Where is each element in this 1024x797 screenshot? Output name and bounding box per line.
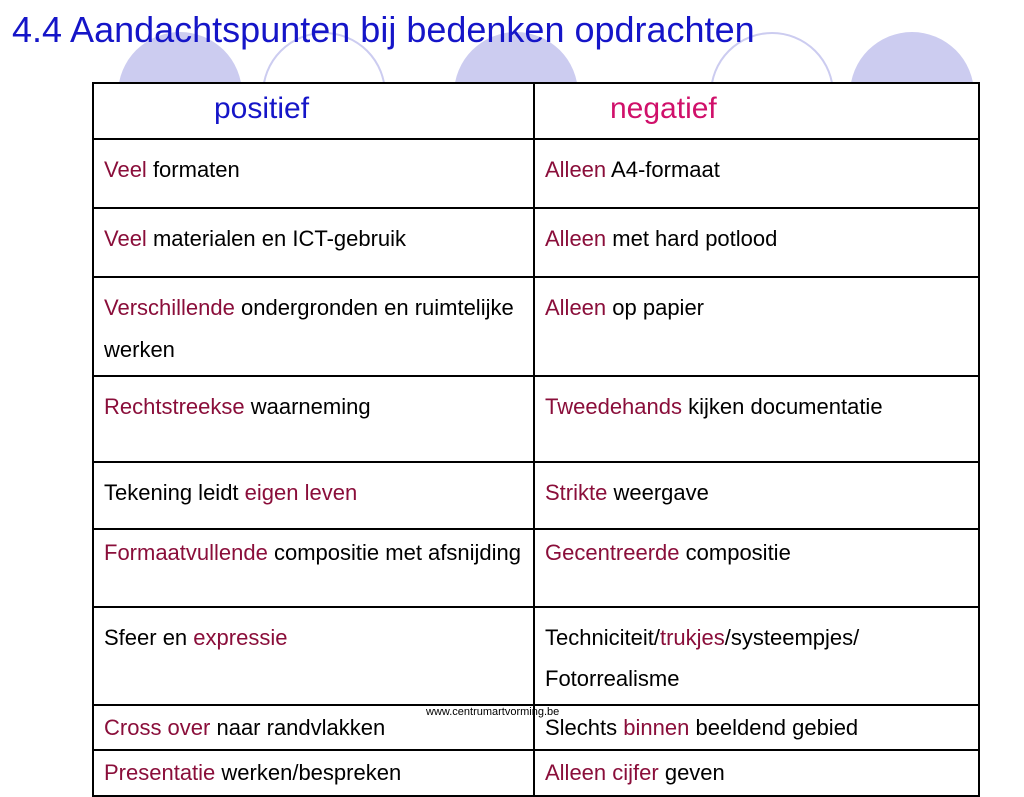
cell-negatief — [534, 139, 979, 208]
cell-accent: Verschillende — [104, 295, 235, 320]
cell-positief — [93, 750, 534, 796]
cell-negatief — [534, 462, 979, 529]
table-row — [93, 750, 979, 796]
cell-accent: expressie — [193, 624, 288, 650]
cell-text: Slechts — [545, 715, 624, 741]
cell-accent: Veel — [104, 157, 147, 182]
cell-text: beeldend gebied — [689, 715, 859, 741]
cell-text: met hard potlood — [606, 226, 778, 251]
cell-text: geven — [658, 760, 725, 786]
cell-text: Sfeer en — [104, 624, 194, 650]
cell-accent: eigen leven — [244, 479, 358, 505]
cell-accent: Cross over — [104, 715, 211, 741]
cell-negatief — [534, 376, 979, 462]
footer-url: www.centrumartvorming.be — [426, 706, 560, 718]
cell-negatief — [534, 705, 979, 750]
cell-accent: Gecentreerde — [545, 539, 680, 565]
cell-text: weergave — [607, 479, 709, 505]
cell-accent: Strikte — [545, 479, 608, 505]
table-row — [93, 277, 979, 376]
cell-accent: Presentatie — [104, 760, 216, 786]
cell-accent: Alleen — [545, 226, 607, 251]
cell-text: ondergronden en ruimtelijke werken — [104, 295, 514, 362]
cell-positief — [93, 277, 534, 376]
table-row — [93, 208, 979, 277]
cell-accent: Alleen — [545, 295, 607, 320]
cell-positief — [93, 376, 534, 462]
cell-text: compositie met afsnijding — [267, 539, 521, 565]
cell-text: A4-formaat — [606, 157, 720, 182]
table-row — [93, 462, 979, 529]
cell-text: waarneming — [244, 393, 371, 419]
cell-text: kijken documentatie — [682, 393, 883, 419]
table-row — [93, 529, 979, 607]
cell-positief — [93, 462, 534, 529]
cell-negatief — [534, 529, 979, 607]
cell-accent: Alleen cijfer — [545, 760, 659, 786]
cell-text: formaten — [146, 157, 240, 182]
header-negatief: negatief — [534, 83, 979, 139]
cell-negatief — [534, 208, 979, 277]
cell-positief — [93, 607, 534, 706]
cell-accent: binnen — [623, 715, 690, 741]
cell-accent: Tweedehands — [545, 393, 682, 419]
table-row — [93, 139, 979, 208]
table-row — [93, 607, 979, 706]
slide-title: 4.4 Aandachtspunten bij bedenken opdrachten — [12, 9, 755, 50]
cell-text: naar randvlakken — [210, 715, 386, 741]
cell-positief — [93, 529, 534, 607]
cell-accent: Alleen — [545, 157, 607, 182]
header-positief: positief — [93, 83, 534, 139]
cell-text: Tekening leidt — [104, 479, 245, 505]
cell-accent: trukjes — [659, 624, 725, 650]
cell-text: op papier — [606, 295, 705, 320]
cell-text: werken/bespreken — [215, 760, 402, 786]
cell-accent: Veel — [104, 226, 147, 251]
cell-text: Techniciteit/ — [545, 624, 660, 650]
cell-negatief — [534, 750, 979, 796]
cell-accent: Formaatvullende — [104, 539, 268, 565]
cell-text: compositie — [679, 539, 791, 565]
table-header-row — [93, 83, 979, 139]
cell-negatief — [534, 277, 979, 376]
cell-positief — [93, 208, 534, 277]
comparison-table — [92, 82, 980, 797]
cell-text: /systeempjes/ Fotorrealisme — [545, 624, 860, 692]
cell-accent: Rechtstreekse — [104, 393, 245, 419]
cell-negatief — [534, 607, 979, 706]
table-row — [93, 376, 979, 462]
cell-positief — [93, 139, 534, 208]
cell-text: materialen en ICT-gebruik — [146, 226, 407, 251]
